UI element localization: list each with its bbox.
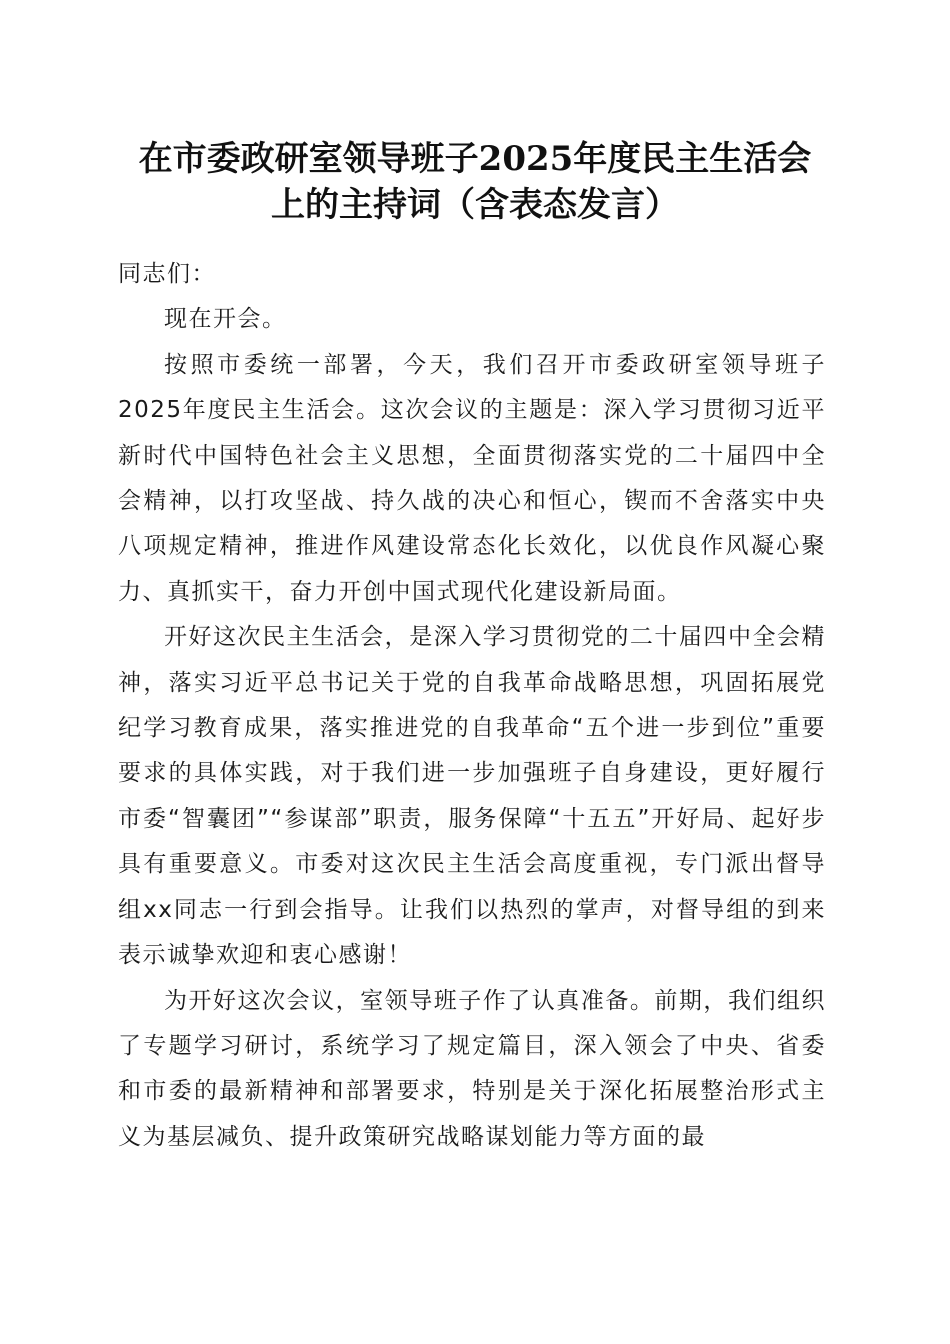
document-body [118, 252, 826, 1160]
paragraph-preparation: 为开好这次会议，室领导班子作了认真准备。前期，我们组织了专题学习研讨，系统学习了规定篇目，深入领会了中央、省委和市委的最新精神和部署要求，特别是关于深化拓展整治形式主义为基层减负、提升政策研究战略谋划能力等方面的最 [118, 987, 826, 1150]
paragraph-significance: 开好这次民主生活会，是深入学习贯彻党的二十届四中全会精神，落实习近平总书记关于党的自我革命战略思想，巩固拓展党纪学习教育成果，落实推进党的自我革命“五个进一步到位”重要要求的具体实践，对于我们进一步加强班子自身建设，更好履行市委“智囊团”“参谋部”职责，服务保障“十五五”开好局、起好步具有重要意义。市委对这次民主生活会高度重视，专门派出督导组xx同志一行到会指导。让我们以热烈的掌声，对督导组的到来表示诚挚欢迎和衷心感谢！ [118, 624, 826, 969]
title-line-2: 上的主持词（含表态发言） [271, 185, 679, 225]
title-line-1: 在市委政研室领导班子2025年度民主生活会 [138, 139, 812, 179]
greeting: 同志们： [118, 261, 216, 287]
paragraph-theme: 按照市委统一部署，今天，我们召开市委政研室领导班子2025年度民主生活会。这次会议的主题是：深入学习贯彻习近平新时代中国特色社会主义思想，全面贯彻落实党的二十届四中全会精神，以打攻坚战、持久战的决心和恒心，锲而不舍落实中央八项规定精神，推进作风建设常态化长效化，以优良作风凝心聚力、真抓实干，奋力开创中国式现代化建设新局面。 [118, 351, 826, 605]
paragraph-opening: 现在开会。 [164, 306, 287, 333]
document-title [100, 136, 850, 228]
